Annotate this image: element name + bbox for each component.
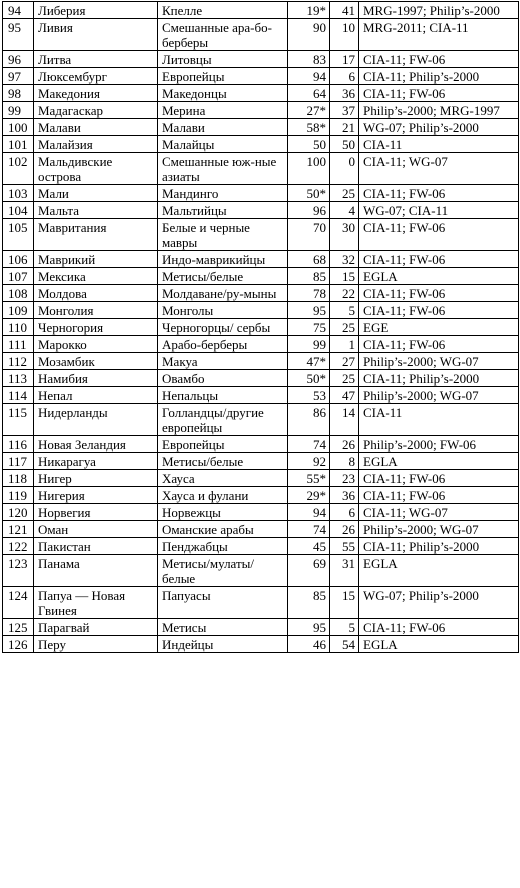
table-row bbox=[3, 285, 519, 302]
minority-percent: 8 bbox=[330, 453, 359, 470]
majority-percent: 45 bbox=[288, 538, 330, 555]
ethnic-group: Европейцы bbox=[158, 436, 288, 453]
table-row bbox=[3, 504, 519, 521]
ethnic-group: Арабо-берберы bbox=[158, 336, 288, 353]
country-name: Мозамбик bbox=[34, 353, 158, 370]
country-name: Непал bbox=[34, 387, 158, 404]
minority-percent: 25 bbox=[330, 185, 359, 202]
minority-percent: 23 bbox=[330, 470, 359, 487]
data-source: CIA-11; FW-06 bbox=[359, 619, 519, 636]
data-source: CIA-11; FW-06 bbox=[359, 219, 519, 251]
country-name: Никарагуа bbox=[34, 453, 158, 470]
data-source: CIA-11; FW-06 bbox=[359, 302, 519, 319]
data-source: EGLA bbox=[359, 636, 519, 653]
minority-percent: 32 bbox=[330, 251, 359, 268]
ethnic-group: Европейцы bbox=[158, 68, 288, 85]
majority-percent: 90 bbox=[288, 19, 330, 51]
minority-percent: 5 bbox=[330, 619, 359, 636]
country-name: Папуа — Новая Гвинея bbox=[34, 587, 158, 619]
majority-percent: 83 bbox=[288, 51, 330, 68]
majority-percent: 94 bbox=[288, 68, 330, 85]
minority-percent: 4 bbox=[330, 202, 359, 219]
row-number: 112 bbox=[3, 353, 34, 370]
table-row bbox=[3, 85, 519, 102]
data-source: CIA-11; WG-07 bbox=[359, 504, 519, 521]
data-source: EGLA bbox=[359, 555, 519, 587]
data-source: CIA-11; FW-06 bbox=[359, 285, 519, 302]
table-row bbox=[3, 19, 519, 51]
country-name: Мавритания bbox=[34, 219, 158, 251]
majority-percent: 64 bbox=[288, 85, 330, 102]
country-name: Марокко bbox=[34, 336, 158, 353]
row-number: 96 bbox=[3, 51, 34, 68]
majority-percent: 95 bbox=[288, 619, 330, 636]
row-number: 124 bbox=[3, 587, 34, 619]
data-source: CIA-11 bbox=[359, 136, 519, 153]
row-number: 102 bbox=[3, 153, 34, 185]
country-name: Намибия bbox=[34, 370, 158, 387]
row-number: 97 bbox=[3, 68, 34, 85]
table-row bbox=[3, 487, 519, 504]
data-source: CIA-11; FW-06 bbox=[359, 336, 519, 353]
ethnic-group: Оманские арабы bbox=[158, 521, 288, 538]
table-row bbox=[3, 587, 519, 619]
data-source: MRG-2011; CIA-11 bbox=[359, 19, 519, 51]
majority-percent: 50 bbox=[288, 136, 330, 153]
ethnic-group: Папуасы bbox=[158, 587, 288, 619]
row-number: 99 bbox=[3, 102, 34, 119]
minority-percent: 6 bbox=[330, 68, 359, 85]
minority-percent: 0 bbox=[330, 153, 359, 185]
table-row bbox=[3, 404, 519, 436]
data-source: CIA-11; FW-06 bbox=[359, 51, 519, 68]
data-source: CIA-11; WG-07 bbox=[359, 153, 519, 185]
data-source: CIA-11; FW-06 bbox=[359, 85, 519, 102]
minority-percent: 27 bbox=[330, 353, 359, 370]
ethnic-group: Мерина bbox=[158, 102, 288, 119]
data-source: CIA-11; Philip’s-2000 bbox=[359, 68, 519, 85]
table-row bbox=[3, 268, 519, 285]
majority-percent: 53 bbox=[288, 387, 330, 404]
data-source: CIA-11; FW-06 bbox=[359, 251, 519, 268]
table-row bbox=[3, 387, 519, 404]
ethnic-group: Норвежцы bbox=[158, 504, 288, 521]
majority-percent: 75 bbox=[288, 319, 330, 336]
country-name: Новая Зеландия bbox=[34, 436, 158, 453]
ethnic-group: Монголы bbox=[158, 302, 288, 319]
data-source: EGLA bbox=[359, 268, 519, 285]
row-number: 98 bbox=[3, 85, 34, 102]
data-source: Philip’s-2000; WG-07 bbox=[359, 353, 519, 370]
ethnic-group: Метисы/белые bbox=[158, 453, 288, 470]
table-row bbox=[3, 202, 519, 219]
majority-percent: 86 bbox=[288, 404, 330, 436]
data-source: Philip’s-2000; MRG-1997 bbox=[359, 102, 519, 119]
minority-percent: 5 bbox=[330, 302, 359, 319]
data-source: CIA-11 bbox=[359, 404, 519, 436]
ethnic-group: Мандинго bbox=[158, 185, 288, 202]
table-row bbox=[3, 436, 519, 453]
minority-percent: 1 bbox=[330, 336, 359, 353]
ethnic-group: Метисы bbox=[158, 619, 288, 636]
country-name: Пакистан bbox=[34, 538, 158, 555]
table-row bbox=[3, 353, 519, 370]
table-body bbox=[3, 2, 519, 653]
row-number: 117 bbox=[3, 453, 34, 470]
row-number: 120 bbox=[3, 504, 34, 521]
country-name: Нидерланды bbox=[34, 404, 158, 436]
row-number: 116 bbox=[3, 436, 34, 453]
minority-percent: 10 bbox=[330, 19, 359, 51]
table-row bbox=[3, 153, 519, 185]
ethnic-group: Метисы/белые bbox=[158, 268, 288, 285]
majority-percent: 47* bbox=[288, 353, 330, 370]
row-number: 122 bbox=[3, 538, 34, 555]
ethnic-group: Голландцы/другие европейцы bbox=[158, 404, 288, 436]
minority-percent: 36 bbox=[330, 487, 359, 504]
table-row bbox=[3, 219, 519, 251]
country-name: Парагвай bbox=[34, 619, 158, 636]
majority-percent: 92 bbox=[288, 453, 330, 470]
ethnic-group: Белые и черные мавры bbox=[158, 219, 288, 251]
data-source: CIA-11; FW-06 bbox=[359, 470, 519, 487]
table-row bbox=[3, 251, 519, 268]
minority-percent: 55 bbox=[330, 538, 359, 555]
country-name: Македония bbox=[34, 85, 158, 102]
majority-percent: 94 bbox=[288, 504, 330, 521]
table-row bbox=[3, 636, 519, 653]
minority-percent: 26 bbox=[330, 436, 359, 453]
minority-percent: 31 bbox=[330, 555, 359, 587]
majority-percent: 55* bbox=[288, 470, 330, 487]
country-name: Монголия bbox=[34, 302, 158, 319]
ethnic-group: Литовцы bbox=[158, 51, 288, 68]
majority-percent: 85 bbox=[288, 268, 330, 285]
ethnic-group: Малайцы bbox=[158, 136, 288, 153]
table-row bbox=[3, 302, 519, 319]
data-source: Philip’s-2000; FW-06 bbox=[359, 436, 519, 453]
table-row bbox=[3, 68, 519, 85]
ethnic-group: Хауса bbox=[158, 470, 288, 487]
table-row bbox=[3, 185, 519, 202]
country-name: Мексика bbox=[34, 268, 158, 285]
minority-percent: 25 bbox=[330, 370, 359, 387]
country-name: Оман bbox=[34, 521, 158, 538]
majority-percent: 99 bbox=[288, 336, 330, 353]
country-name: Маврикий bbox=[34, 251, 158, 268]
country-name: Перу bbox=[34, 636, 158, 653]
country-name: Люксембург bbox=[34, 68, 158, 85]
row-number: 94 bbox=[3, 2, 34, 19]
minority-percent: 25 bbox=[330, 319, 359, 336]
majority-percent: 74 bbox=[288, 436, 330, 453]
majority-percent: 70 bbox=[288, 219, 330, 251]
country-name: Нигерия bbox=[34, 487, 158, 504]
country-name: Мали bbox=[34, 185, 158, 202]
row-number: 111 bbox=[3, 336, 34, 353]
ethnic-group: Смешанные юж-ные азиаты bbox=[158, 153, 288, 185]
table-row bbox=[3, 619, 519, 636]
majority-percent: 27* bbox=[288, 102, 330, 119]
ethnic-group: Непальцы bbox=[158, 387, 288, 404]
minority-percent: 36 bbox=[330, 85, 359, 102]
ethnic-group: Черногорцы/ сербы bbox=[158, 319, 288, 336]
minority-percent: 15 bbox=[330, 268, 359, 285]
majority-percent: 95 bbox=[288, 302, 330, 319]
data-source: Philip’s-2000; WG-07 bbox=[359, 387, 519, 404]
table-row bbox=[3, 51, 519, 68]
majority-percent: 85 bbox=[288, 587, 330, 619]
majority-percent: 19* bbox=[288, 2, 330, 19]
country-name: Мальта bbox=[34, 202, 158, 219]
minority-percent: 21 bbox=[330, 119, 359, 136]
country-name: Мальдивские острова bbox=[34, 153, 158, 185]
majority-percent: 78 bbox=[288, 285, 330, 302]
data-source: WG-07; CIA-11 bbox=[359, 202, 519, 219]
table-row bbox=[3, 336, 519, 353]
minority-percent: 47 bbox=[330, 387, 359, 404]
majority-percent: 46 bbox=[288, 636, 330, 653]
row-number: 118 bbox=[3, 470, 34, 487]
table-row bbox=[3, 136, 519, 153]
table-row bbox=[3, 555, 519, 587]
data-source: EGE bbox=[359, 319, 519, 336]
minority-percent: 37 bbox=[330, 102, 359, 119]
data-source: WG-07; Philip’s-2000 bbox=[359, 587, 519, 619]
row-number: 106 bbox=[3, 251, 34, 268]
data-source: CIA-11; Philip’s-2000 bbox=[359, 538, 519, 555]
minority-percent: 14 bbox=[330, 404, 359, 436]
minority-percent: 17 bbox=[330, 51, 359, 68]
minority-percent: 30 bbox=[330, 219, 359, 251]
row-number: 105 bbox=[3, 219, 34, 251]
majority-percent: 69 bbox=[288, 555, 330, 587]
data-source: CIA-11; Philip’s-2000 bbox=[359, 370, 519, 387]
country-name: Либерия bbox=[34, 2, 158, 19]
row-number: 107 bbox=[3, 268, 34, 285]
majority-percent: 100 bbox=[288, 153, 330, 185]
minority-percent: 54 bbox=[330, 636, 359, 653]
row-number: 126 bbox=[3, 636, 34, 653]
table-row bbox=[3, 2, 519, 19]
country-name: Панама bbox=[34, 555, 158, 587]
row-number: 123 bbox=[3, 555, 34, 587]
data-source: WG-07; Philip’s-2000 bbox=[359, 119, 519, 136]
minority-percent: 15 bbox=[330, 587, 359, 619]
ethnic-group: Пенджабцы bbox=[158, 538, 288, 555]
country-name: Черногория bbox=[34, 319, 158, 336]
row-number: 115 bbox=[3, 404, 34, 436]
table-row bbox=[3, 102, 519, 119]
minority-percent: 50 bbox=[330, 136, 359, 153]
ethnic-group: Мальтийцы bbox=[158, 202, 288, 219]
data-source: MRG-1997; Philip’s-2000 bbox=[359, 2, 519, 19]
row-number: 104 bbox=[3, 202, 34, 219]
row-number: 101 bbox=[3, 136, 34, 153]
ethnic-group: Метисы/мулаты/ белые bbox=[158, 555, 288, 587]
majority-percent: 50* bbox=[288, 185, 330, 202]
data-source: EGLA bbox=[359, 453, 519, 470]
row-number: 125 bbox=[3, 619, 34, 636]
country-name: Нигер bbox=[34, 470, 158, 487]
majority-percent: 29* bbox=[288, 487, 330, 504]
table-row bbox=[3, 538, 519, 555]
country-name: Мадагаскар bbox=[34, 102, 158, 119]
minority-percent: 41 bbox=[330, 2, 359, 19]
country-name: Молдова bbox=[34, 285, 158, 302]
ethnic-group: Малави bbox=[158, 119, 288, 136]
row-number: 110 bbox=[3, 319, 34, 336]
data-source: Philip’s-2000; WG-07 bbox=[359, 521, 519, 538]
row-number: 100 bbox=[3, 119, 34, 136]
ethnic-group: Овамбо bbox=[158, 370, 288, 387]
country-name: Литва bbox=[34, 51, 158, 68]
country-name: Ливия bbox=[34, 19, 158, 51]
row-number: 103 bbox=[3, 185, 34, 202]
ethnic-group: Молдаване/ру-мыны bbox=[158, 285, 288, 302]
country-name: Малави bbox=[34, 119, 158, 136]
ethnic-group: Кпелле bbox=[158, 2, 288, 19]
row-number: 119 bbox=[3, 487, 34, 504]
table-row bbox=[3, 453, 519, 470]
table-row bbox=[3, 370, 519, 387]
majority-percent: 58* bbox=[288, 119, 330, 136]
row-number: 121 bbox=[3, 521, 34, 538]
majority-percent: 50* bbox=[288, 370, 330, 387]
table-row bbox=[3, 521, 519, 538]
ethnic-data-table bbox=[2, 1, 519, 653]
row-number: 114 bbox=[3, 387, 34, 404]
table-row bbox=[3, 470, 519, 487]
ethnic-group: Македонцы bbox=[158, 85, 288, 102]
country-name: Малайзия bbox=[34, 136, 158, 153]
majority-percent: 68 bbox=[288, 251, 330, 268]
row-number: 108 bbox=[3, 285, 34, 302]
row-number: 113 bbox=[3, 370, 34, 387]
row-number: 109 bbox=[3, 302, 34, 319]
ethnic-group: Смешанные ара-бо-берберы bbox=[158, 19, 288, 51]
ethnic-group: Хауса и фулани bbox=[158, 487, 288, 504]
majority-percent: 96 bbox=[288, 202, 330, 219]
country-name: Норвегия bbox=[34, 504, 158, 521]
minority-percent: 6 bbox=[330, 504, 359, 521]
ethnic-group: Индейцы bbox=[158, 636, 288, 653]
majority-percent: 74 bbox=[288, 521, 330, 538]
minority-percent: 26 bbox=[330, 521, 359, 538]
data-source: CIA-11; FW-06 bbox=[359, 185, 519, 202]
row-number: 95 bbox=[3, 19, 34, 51]
ethnic-group: Макуа bbox=[158, 353, 288, 370]
minority-percent: 22 bbox=[330, 285, 359, 302]
table-row bbox=[3, 319, 519, 336]
table-row bbox=[3, 119, 519, 136]
ethnic-group: Индо-маврикийцы bbox=[158, 251, 288, 268]
data-source: CIA-11; FW-06 bbox=[359, 487, 519, 504]
